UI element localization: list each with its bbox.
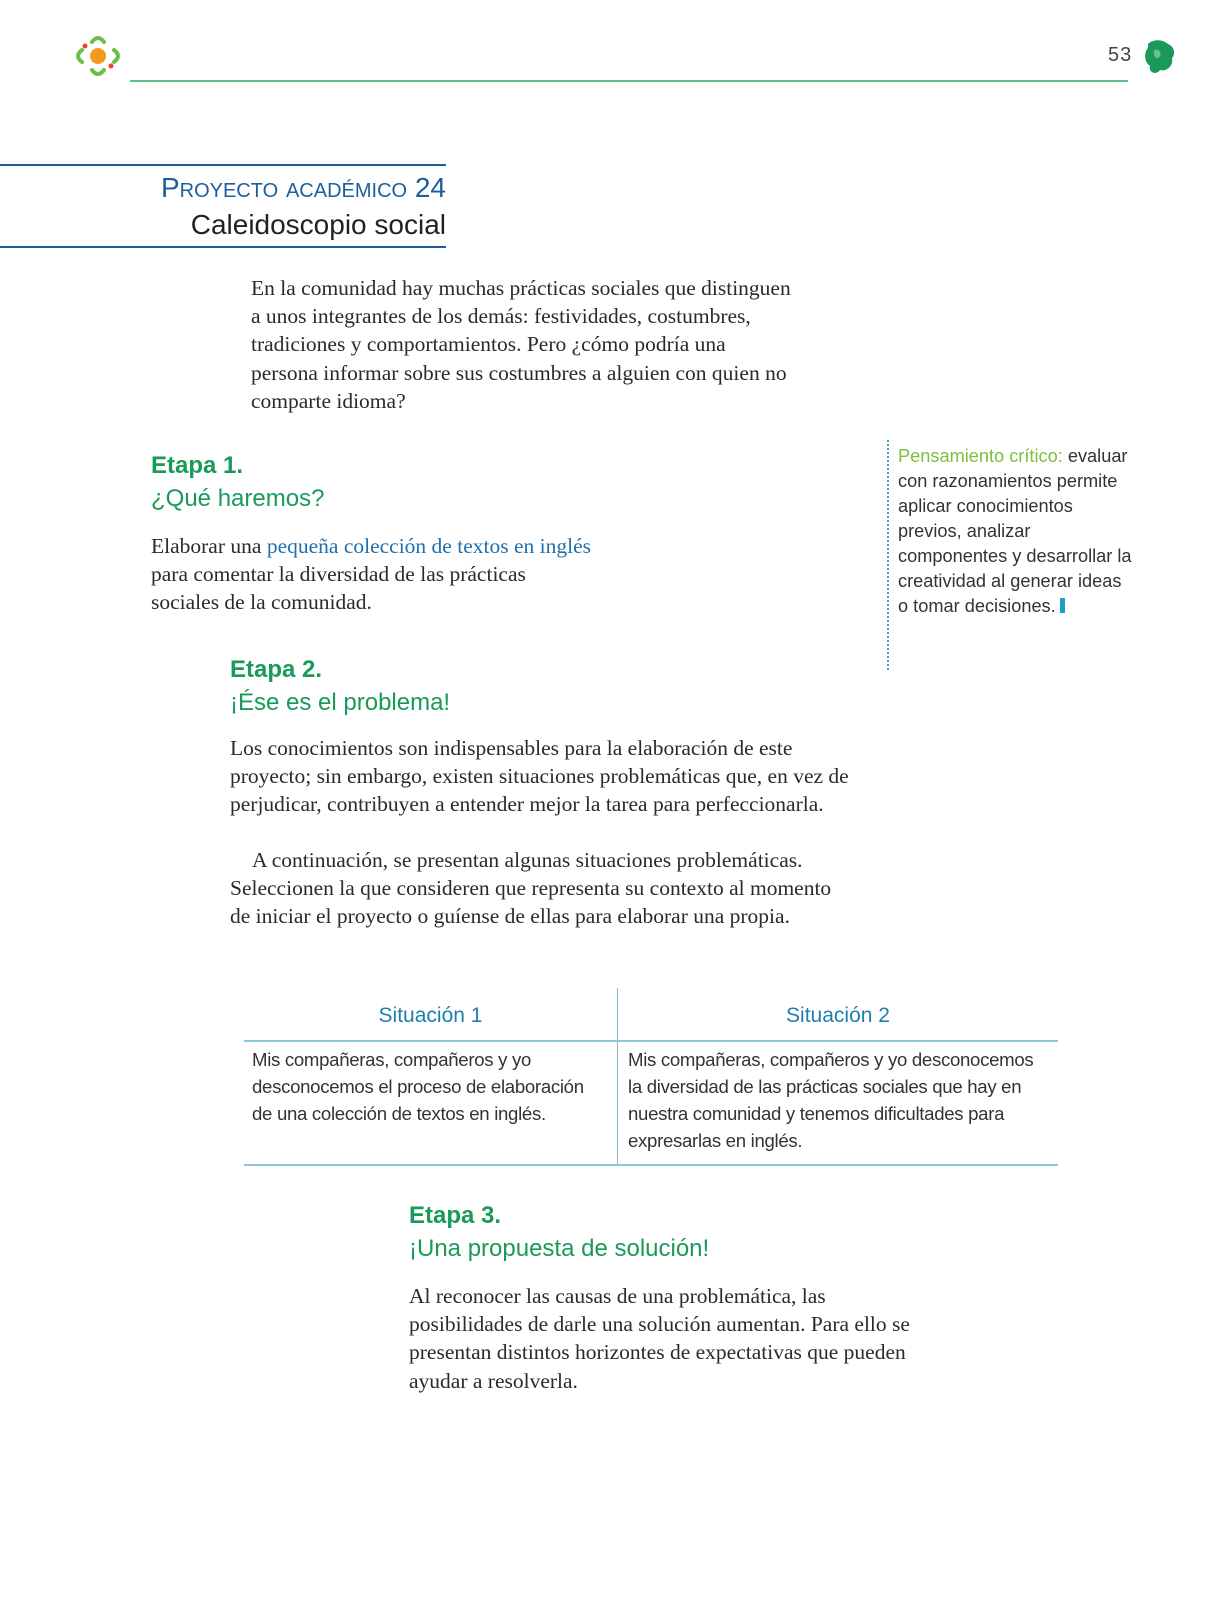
title-rule-top — [0, 164, 446, 166]
situation-2-text: Mis compañeras, compañeros y yo desconocemos la diversidad de las prácticas sociales que hay en nuestra comunidad y tenemos dificultades para expresarlas en inglés. — [628, 1049, 1034, 1151]
stage2-subtitle: ¡Ése es el problema! — [230, 689, 451, 716]
side-note — [898, 444, 1134, 619]
situation-1-header: Situación 1 — [378, 1004, 483, 1027]
stage3-title: Etapa 3. — [409, 1202, 502, 1229]
stage1-subtitle: ¿Qué haremos? — [151, 485, 325, 512]
stage1-title: Etapa 1. — [151, 452, 244, 479]
header-rule — [130, 80, 1128, 82]
side-note-text: evaluar con razonamientos permite aplicar conocimientos previos, analizar componentes y desarrollar la creatividad al generar ideas o tomar decisiones. — [898, 446, 1132, 616]
project-subtitle: Caleidoscopio social — [190, 209, 446, 240]
situation-2-header: Situación 2 — [786, 1004, 890, 1027]
flower-logo-icon — [72, 30, 124, 82]
corner-splash-icon — [1142, 38, 1176, 76]
side-note-rule — [887, 440, 889, 670]
situations-bottom-rule — [244, 1164, 1058, 1166]
title-rule-bottom — [0, 246, 446, 248]
stage2-paragraph-2: A continuación, se presentan algunas situaciones problemáticas. Seleccionen la que consideren que representa su contexto al momento de iniciar el proyecto o guíense de ellas para elaborar una propia. — [230, 848, 832, 929]
stage3-subtitle: ¡Una propuesta de solución! — [409, 1235, 710, 1262]
stage1-highlight: pequeña colección de textos en inglés — [266, 534, 591, 558]
page-number: 53 — [1108, 44, 1133, 66]
side-note-end-mark — [1060, 598, 1065, 613]
side-note-term: Pensamiento crítico: — [898, 446, 1063, 466]
stage1-body: Elaborar una pequeña colección de textos en inglés para comentar la diversidad de las prácticas sociales de la comunidad. — [151, 534, 591, 615]
stage2-paragraph-1: Los conocimientos son indispensables para la elaboración de este proyecto; sin embargo, existen situaciones problemáticas que, en vez de perjudicar, contribuyen a entender mejor la tarea para perfeccionarla. — [230, 736, 849, 817]
stage2-title: Etapa 2. — [230, 656, 323, 683]
project-title: Proyecto académico 24 — [160, 172, 446, 203]
stage3-body: Al reconocer las causas de una problemática, las posibilidades de darle una solución aumentan. Para ello se presentan distintos horizontes de expectativas que pueden ayudar a resolverla. — [409, 1284, 910, 1393]
intro-paragraph: En la comunidad hay muchas prácticas sociales que distinguen a unos integrantes de los demás: festividades, costumbres, tradiciones y comportamientos. Pero ¿cómo podría una persona informar sobre sus costumbres a alguien con quien no comparte idioma? — [251, 276, 791, 413]
situations-header-rule — [244, 1040, 1058, 1042]
situation-1-text: Mis compañeras, compañeros y yo desconocemos el proceso de elaboración de una colección de textos en inglés. — [252, 1049, 584, 1124]
